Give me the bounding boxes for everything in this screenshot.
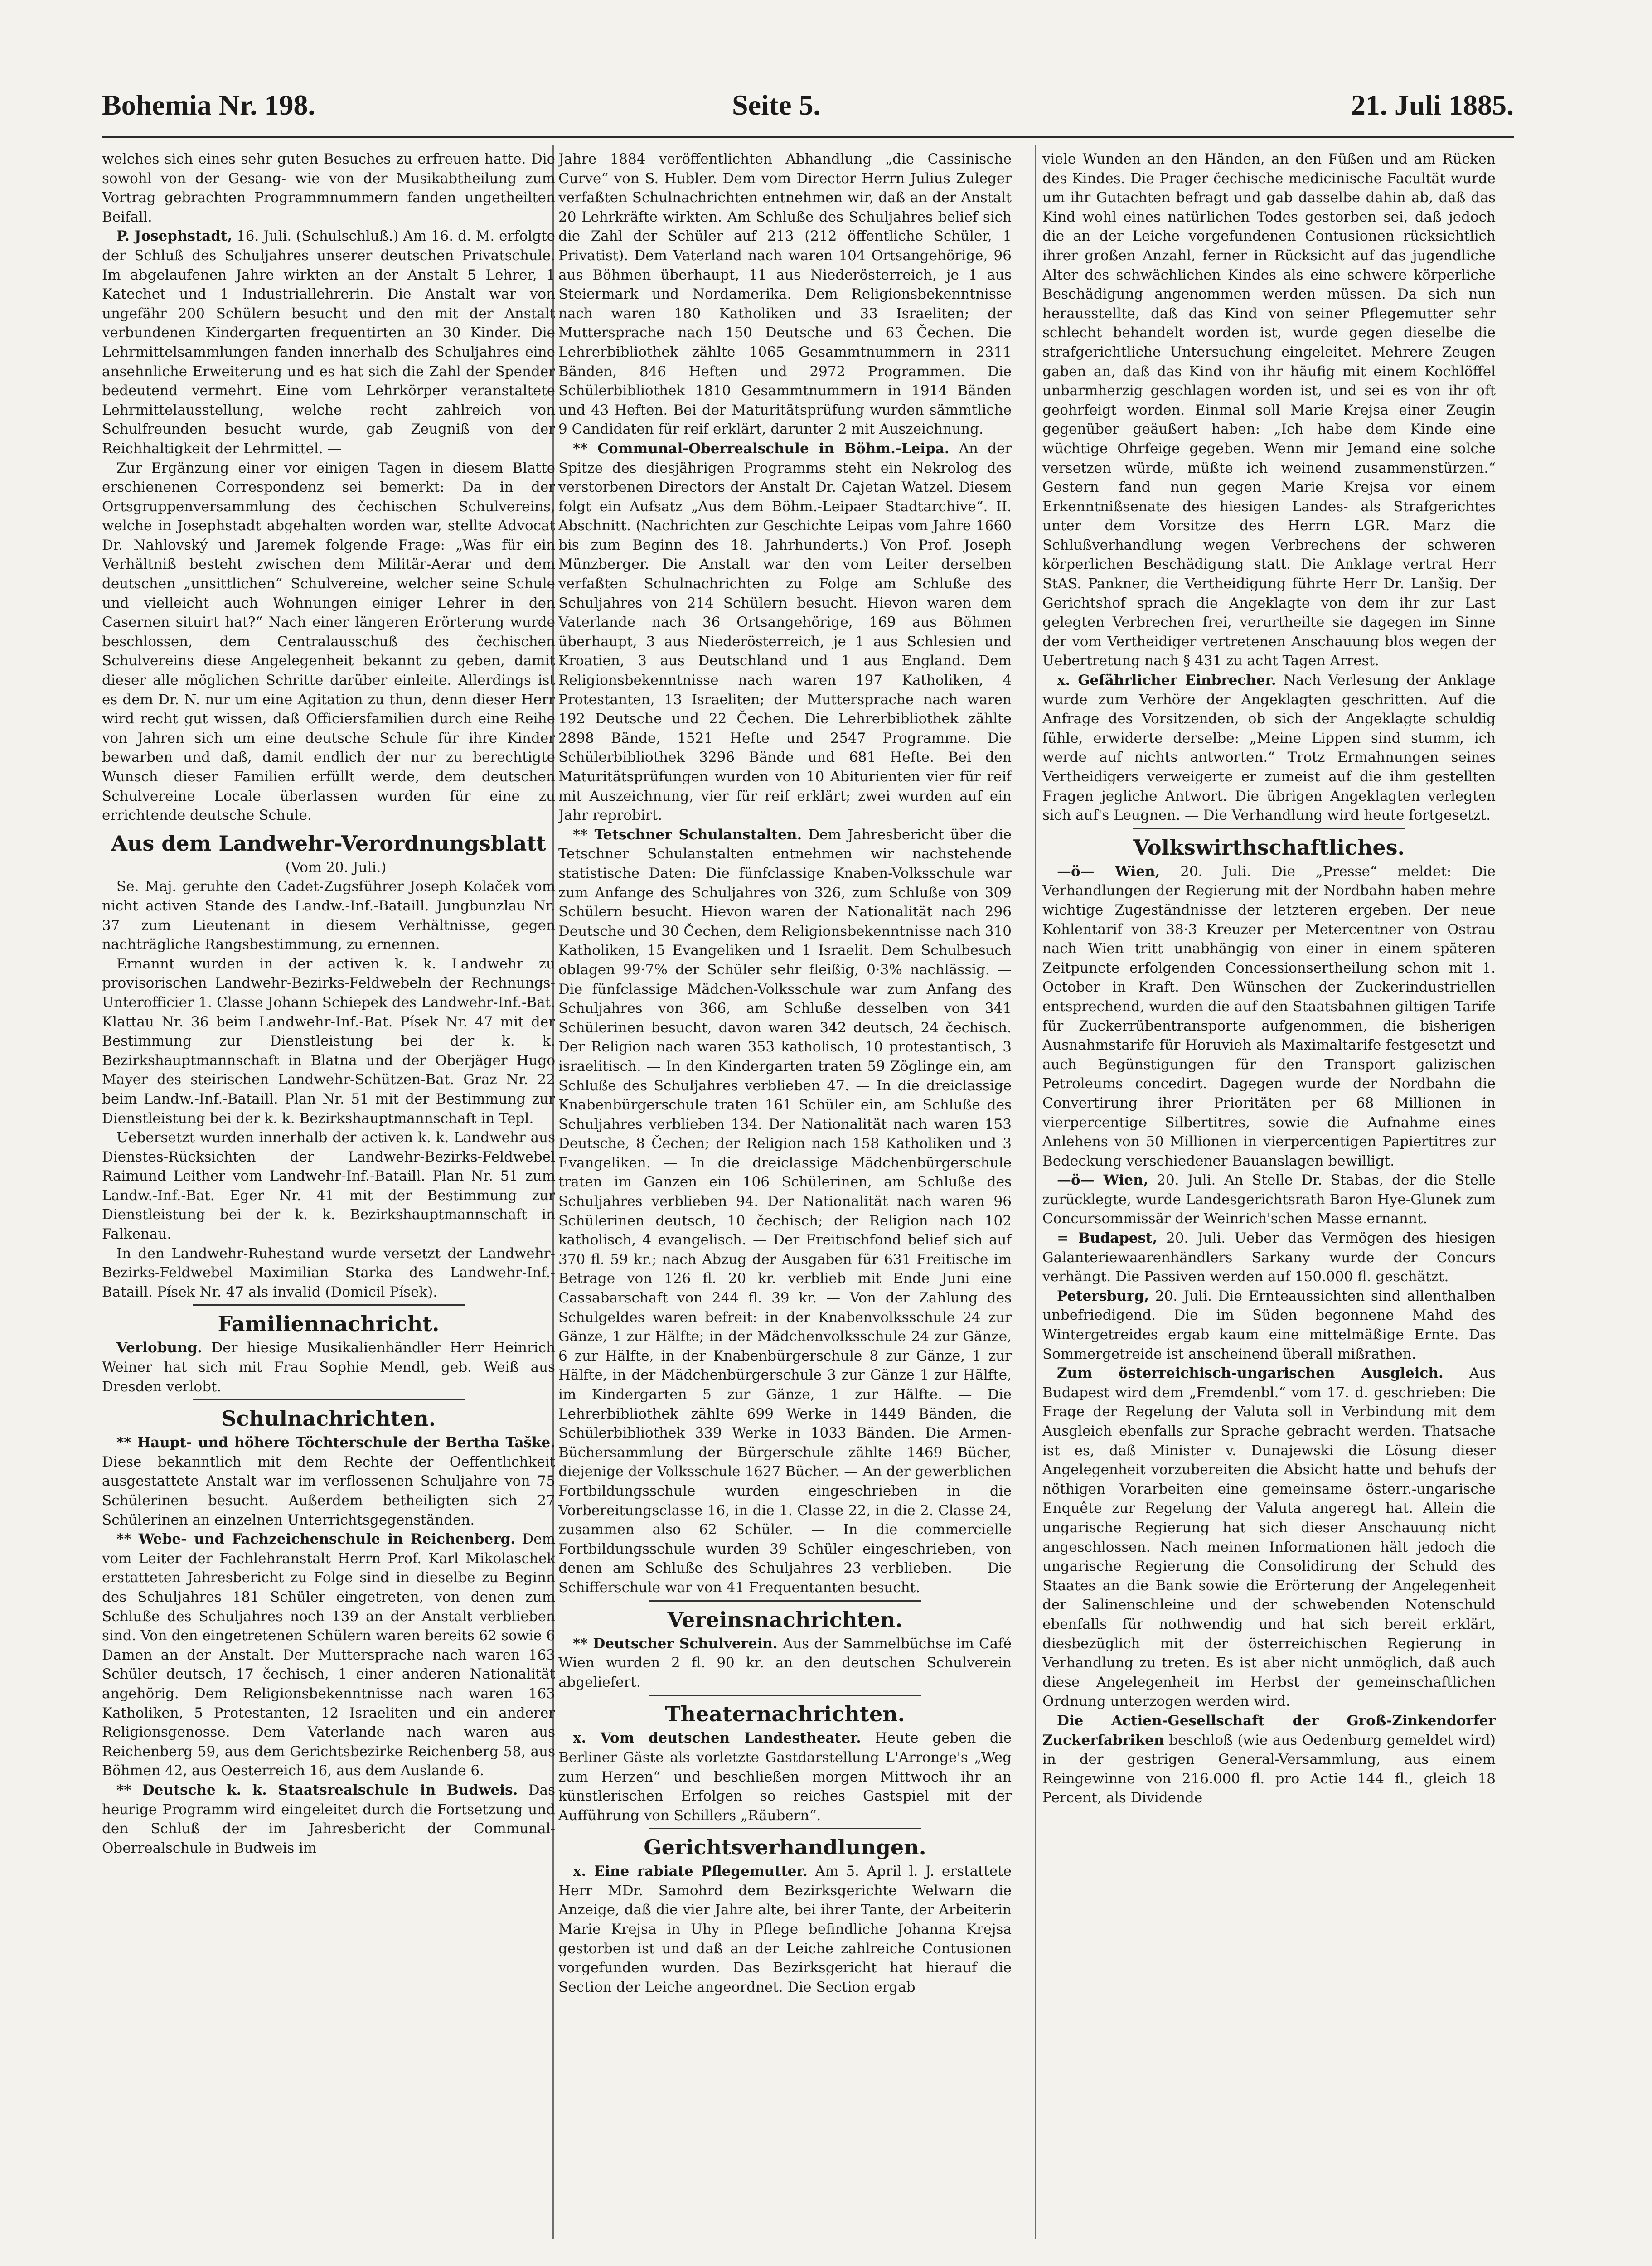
section-rule: [1133, 828, 1405, 829]
article-paragraph: [102, 1433, 555, 1530]
article-text: 20. Juli. An Stelle Dr. Stabas, der die Stelle zurücklegte, wurde Landesgerichtsrath Baron Hye-Glunek zum Concursommissär der Weinrich'schen Masse ernannt.: [1042, 1172, 1496, 1227]
column-3: [1042, 150, 1496, 2243]
section-heading: Volkswirthschaftliches.: [1133, 835, 1405, 860]
article-paragraph: [102, 1781, 555, 1858]
section-rule: [649, 1600, 921, 1602]
article-paragraph: [558, 1862, 1012, 1997]
article-lead: x. Eine rabiate Pflegemutter.: [573, 1863, 808, 1880]
header-rule: [102, 136, 1514, 138]
column-1: [102, 150, 555, 2243]
article-paragraph: [558, 439, 1012, 825]
section-rule: [193, 1304, 465, 1306]
article-text: Dem Jahresbericht über die Tetschner Schulanstalten entnehmen wir nachstehende statistische Daten: Die fünfclassige Knaben-Volksschule war zum Anfange des Schuljahres von 326, zum Schluße von 309 Schülern besucht. Hievon waren der Nationalität nach 296 Deutsche und 30 Čechen, dem Religionsbekenntnisse nach 310 Katholiken, 15 Evangeliken und 1 Israelit. Dem Schulbesuch oblagen 99·7% der Schüler sehr fleißig, 0·3% nachlässig. — Die fünfclassige Mädchen-Volksschule war zum Anfang des Schuljahres von 366, am Schluße desselben von 341 Schülerinen besucht, davon waren 342 deutsch, 24 čechisch. Der Religion nach waren 353 katholisch, 10 protestantisch, 3 israelitisch. — In den Kindergarten traten 59 Zöglinge ein, am Schluße des Schuljahres verblieben 47. — In die dreiclassige Knabenbürgerschule traten 161 Schüler ein, am Schluße des Schuljahres verblieben 134. Der Nationalität nach waren 153 Deutsche, 8 Čechen; der Religion nach 158 Katholiken und 3 Evangeliken. — In die dreiclassige Mädchenbürgerschule traten im Ganzen ein 106 Schülerinen, am Schluße des Schuljahres verblieben 94. Der Nationalität nach waren 96 Schülerinen deutsch, 10 čechisch; der Religion nach 102 katholisch, 4 evangelisch. — Der Freitischfond belief sich auf 370 fl. 59 kr.; nach Abzug der Ausgaben für 631 Freitische im Betrage von 126 fl. 20 kr. verblieb mit Ende Juni eine Cassabarschaft von 244 fl. 39 kr. — Von der Zahlung des Schulgeldes waren befreit: in der Knabenvolksschule 24 zur Gänze, 1 zur Hälfte; in der Mädchenvolksschule 24 zur Gänze, 6 zur Hälfte, in der Knabenbürgerschule 8 zur Gänze, 1 zur Hälfte, in der Mädchenbürgerschule 3 zur Gänze 1 zur Hälfte, im Kindergarten 5 zur Gänze, 1 zur Hälfte. — Die Lehrerbibliothek zählte 699 Werke in 1449 Bänden, die Schülerbibliothek 339 Werke in 1033 Bänden. Die Armen-Büchersammlung der Bürgerschule zählte 1469 Bücher, diejenige der Volksschule 1627 Bücher. — An der gewerblichen Fortbildungsschule wurden eingeschrieben in die Vorbereitungsclasse 16, in die 1. Classe 22, in die 2. Classe 24, zusammen also 62 Schüler. — In die commercielle Fortbildungsschule wurden 39 Schüler eingeschrieben, von denen am Schluße des Schuljahres 23 verblieben. — Die Schifferschule war von 41 Frequentanten besucht.: [558, 826, 1012, 1596]
article-lead: Petersburg,: [1057, 1288, 1149, 1304]
article-text: 16. Juli. (Schulschluß.) Am 16. d. M. erfolgte der Schluß des Schuljahres unserer deutschen Privatschule. Im abgelaufenen Jahre wirkten an der Anstalt 5 Lehrer, 1 Katechet und 1 Industriallehrerin. Die Anstalt war von ungefähr 200 Schülern besucht und den mit der Anstalt verbundenen Kindergarten frequentirten an 30 Kinder. Die Lehrmittelsammlungen fanden innerhalb des Schuljahres eine ansehnliche Erweiterung und es hat sich die Zahl der Spender bedeutend vermehrt. Eine vom Lehrkörper veranstaltete Lehrmittelausstellung, welche recht zahlreich von Schulfreunden besucht wurde, gab Zeugniß von der Reichhaltigkeit der Lehrmittel. —: [102, 228, 555, 457]
article-text: Nach Verlesung der Anklage wurde zum Verhöre der Angeklagten geschritten. Auf die Anfrage des Vorsitzenden, ob sich der Angeklagte schuldig fühle, erwiderte derselbe: „Meine Lippen sind stumm, ich werde auf nichts antworten.“ Trotz Ermahnungen seines Vertheidigers verweigerte er zumeist auf die ihm gestellten Fragen jegliche Antwort. Die übrigen Angeklagten verlegten sich auf's Leugnen. — Die Verhandlung wird heute fortgesetzt.: [1042, 672, 1496, 824]
article-text: 20. Juli. Die „Presse“ meldet: Die Verhandlungen der Regierung mit der Nordbahn haben mehre wichtige Zugeständnisse der letzteren ergeben. Der neue Kohlentarif von 38·3 Kreuzer per Metercentner von Ostrau nach Wien tritt unabhängig von einer in einem späteren Zeitpuncte erfolgenden Concessionsertheilung schon mit 1. October in Kraft. Den Wünschen der Zuckerindustriellen entsprechend, wurden die auf den Staatsbahnen giltigen Tarife für Zuckerrübentransporte aufgenommen, die bisherigen Ausnahmstarife für Horuvieh als Maximaltarife festgesetzt und auch Begünstigungen für den Transport galizischen Petroleums concedirt. Dagegen wurde der Nordbahn die Convertirung ihrer Prioritäten per 68 Millionen in vierpercentige Silbertitres, sowie die Aufnahme eines Anlehens von 50 Millionen in vierpercentigen Papiertitres zur Bedeckung verschiedener Bauanslagen bewilligt.: [1042, 863, 1496, 1169]
section-rule: [649, 1695, 921, 1696]
column-divider: [1035, 145, 1036, 2239]
article-text: Zur Ergänzung einer vor einigen Tagen in diesem Blatte erschienenen Correspondenz sei bemerkt: Da in der Ortsgruppenversammlung des čechischen Schulvereins, welche in Josephstadt abgehalten worden war, stellte Advocat Dr. Nahlovský und Jaremek folgende Frage: „Was für ein Verhältniß besteht zwischen dem Militär-Aerar und dem deutschen „unsittlichen“ Schulvereine, welcher seine Schule und vielleicht auch Wohnungen einiger Lehrer in den Casernen situirt hat?“ Nach einer längeren Erörterung wurde beschlossen, dem Centralausschuß des čechischen Schulvereins diese Angelegenheit bekannt zu geben, damit dieser alle möglichen Schritte darüber einleite. Allerdings ist es dem Dr. N. nur um eine Agitation zu thun, denn dieser Herr wird recht gut wissen, daß Officiersfamilien durch eine Reihe von Jahren sich um eine deutsche Schule für ihre Kinder bewarben und daß, damit endlich der nur zu berechtigte Wunsch dieser Familien erfüllt werde, dem deutschen Schulvereine Locale überlassen wurden für eine zu errichtende deutsche Schule.: [102, 460, 555, 824]
article-lead: ** Deutscher Schulverein.: [573, 1635, 778, 1652]
article-paragraph: [1042, 1364, 1496, 1711]
article-text: Das heurige Programm wird eingeleitet durch die Fortsetzung und den Schluß der im Jahresbericht der Communal-Oberrealschule in Budweis im: [102, 1782, 555, 1856]
article-text: Heute geben die Berliner Gäste als vorletzte Gastdarstellung L'Arronge's „Weg zum Herzen“ und beschließen morgen Mittwoch ihr an künstlerischen Erfolgen so reiches Gastspiel mit der Aufführung von Schillers „Räubern“.: [558, 1730, 1012, 1824]
article-text: Aus der Sammelbüchse im Café Wien wurden 2 fl. 90 kr. an den deutschen Schulverein abgeliefert.: [558, 1635, 1012, 1690]
article-lead: = Budapest,: [1057, 1230, 1158, 1247]
article-paragraph: [1042, 1711, 1496, 1808]
article-paragraph: [102, 1530, 555, 1781]
section-heading: Familiennachricht.: [218, 1312, 440, 1336]
article-paragraph: [558, 1634, 1012, 1692]
section-heading: Schulnachrichten.: [221, 1406, 436, 1431]
article-lead: Verlobung.: [116, 1340, 202, 1356]
section-heading: Gerichtsverhandlungen.: [644, 1835, 926, 1860]
article-lead: x. Gefährlicher Einbrecher.: [1057, 672, 1276, 689]
article-paragraph: [1042, 1229, 1496, 1287]
article-lead: x. Vom deutschen Landestheater.: [573, 1730, 861, 1747]
article-lead: —ö— Wien,: [1057, 863, 1160, 880]
article-text: 20. Juli. Ueber das Vermögen des hiesigen Galanteriewaarenhändlers Sarkany wurde der Concurs verhängt. Die Passiven werden auf 150.000 fl. geschätzt.: [1042, 1230, 1496, 1285]
article-lead: Die Actien-Gesellschaft der Groß-Zinkendorfer Zuckerfabriken: [1042, 1712, 1496, 1748]
article-paragraph: [102, 1338, 555, 1396]
article-paragraph: [1042, 1171, 1496, 1229]
article-lead: ** Communal-Oberrealschule in Böhm.-Leipa.: [573, 440, 950, 457]
section-heading: Theaternachrichten.: [665, 1702, 905, 1727]
article-text: Der hiesige Musikalienhändler Herr Heinrich Weiner hat sich mit Frau Sophie Mendl, geb. Weiß aus Dresden verlobt.: [102, 1340, 555, 1395]
article-lead: —ö— Wien,: [1057, 1172, 1148, 1189]
article-text: Diese bekanntlich mit dem Rechte der Oeffentlichkeit ausgestattete Anstalt war im verflossenen Schuljahre von 75 Schülerinen besucht. Außerdem betheiligten sich 27 Schülerinen an einzelnen Unterrichtsgegenständen.: [102, 1453, 555, 1528]
section-heading: Vereinsnachrichten.: [667, 1607, 903, 1632]
article-paragraph: [558, 1729, 1012, 1825]
article-lead: P. Josephstadt,: [116, 228, 233, 245]
article-lead: ** Haupt- und höhere Töchterschule der Bertha Taške.: [116, 1434, 555, 1451]
article-lead: Zum österreichisch-ungarischen Ausgleich.: [1057, 1365, 1444, 1382]
article-text: Aus Budapest wird dem „Fremdenbl.“ vom 17. d. geschrieben: Die Frage der Regelung der Valuta soll in Verbindung mit dem Ausgleich ebenfalls zur Sprache gebracht werden. Thatsache ist es, daß Minister v. Dunajewski die Lösung dieser Angelegenheit vorzubereiten die Absicht hatte und behufs der nöthigen Vorarbeiten eine gemeinsame österr.-ungarische Enquête zur Regelung der Valuta angeregt hat. Allein die ungarische Regierung hat sich dieser Anschauung nicht angeschlossen. Nach meinen Informationen hält jedoch die ungarische Regierung die Consolidirung der Schuld des Staates an die Bank sowie die Erörterung der Angelegenheit der Salinenschleine und der schwebenden Notenschuld ebenfalls für nothwendig und hat sich bereit erklärt, diesbezüglich mit der österreichischen Regierung in Verhandlung zu treten. Es ist aber nicht unmöglich, daß auch diese Angelegenheit im Herbst der gemeinschaftlichen Ordnung unterzogen werden wird.: [1042, 1365, 1496, 1710]
article-text: Se. Maj. geruhte den Cadet-Zugsführer Joseph Kolaček vom nicht activen Stande des Landw.-Inf.-Bataill. Jungbunzlau Nr. 37 zum Lieutenant in diesem Verhältnisse, gegen nachträgliche Rangsbestimmung, zu ernennen.: [102, 878, 555, 953]
article-text: Ernannt wurden in der activen k. k. Landwehr zu provisorischen Landwehr-Bezirks-Feldwebeln der Rechnungs-Unterofficier 1. Classe Johann Schiepek des Landwehr-Inf.-Bat. Klattau Nr. 36 beim Landwehr-Inf.-Bat. Písek Nr. 47 mit der Bestimmung zur Dienstleistung bei der k. k. Bezirkshauptmannschaft in Blatna und der Oberjäger Hugo Mayer des steirischen Landwehr-Schützen-Bat. Graz Nr. 22 beim Landw.-Inf.-Bataill. Plan Nr. 51 mit der Bestimmung zur Dienstleistung bei der k. k. Bezirkshauptmannschaft in Tepl.: [102, 955, 555, 1127]
page-number: Seite 5.: [732, 89, 821, 121]
article-text: Uebersetzt wurden innerhalb der activen k. k. Landwehr aus Dienstes-Rücksichten der Landwehr-Bezirks-Feldwebel Raimund Leither vom Landwehr-Inf.-Bataill. Plan Nr. 51 zum Landw.-Inf.-Bat. Eger Nr. 41 mit der Bestimmung zur Dienstleistung bei der k. k. Bezirkshauptmannschaft in Falkenau.: [102, 1129, 555, 1243]
article-text: An der Spitze des diesjährigen Programms steht ein Nekrolog des verstorbenen Directors der Anstalt Dr. Cajetan Watzel. Diesem folgt ein Aufsatz „Aus dem Böhm.-Leipaer Stadtarchive“. II. Abschnitt. (Nachrichten zur Geschichte Leipas vom Jahre 1660 bis zum Beginn des 18. Jahrhunderts.) Von Prof. Joseph Münzberger. Die Anstalt war den vom Leiter derselben verfaßten Schulnachrichten zu Folge am Schluße des Schuljahres von 214 Schülern besucht. Hievon waren dem Vaterlande nach 36 Ortsangehörige, 169 aus Böhmen überhaupt, 3 aus Niederösterreich, je 1 aus Schlesien und Kroatien, 3 aus Deutschland und 1 aus England. Dem Religionsbekenntnisse nach waren 197 Katholiken, 4 Protestanten, 13 Israeliten; der Muttersprache nach waren 192 Deutsche und 22 Čechen. Die Lehrerbibliothek zählte 2898 Bände, 1521 Hefte und 2547 Programme. Die Schülerbibliothek 3296 Bände und 681 Hefte. Bei den Maturitätsprüfungen wurden von 10 Abiturienten vier für reif mit Auszeichnung, vier für reif erklärt; zwei wurden auf ein Jahr reprobirt.: [558, 440, 1012, 824]
section-rule: [193, 1399, 465, 1400]
section-rule: [649, 1828, 921, 1829]
article-text: In den Landwehr-Ruhestand wurde versetzt der Landwehr-Bezirks-Feldwebel Maximilian Starka des Landwehr-Inf.-Bataill. Písek Nr. 47 als invalid (Domicil Písek).: [102, 1245, 555, 1300]
publication-issue: Bohemia Nr. 198.: [102, 89, 315, 121]
article-lead: ** Deutsche k. k. Staatsrealschule in Budweis.: [116, 1782, 518, 1798]
article-paragraph: [1042, 1287, 1496, 1364]
article-lead: ** Webe- und Fachzeichenschule in Reichenberg.: [116, 1531, 515, 1548]
page-header: [102, 88, 1514, 129]
article-paragraph: [558, 825, 1012, 1598]
article-text: Am 5. April l. J. erstattete Herr MDr. Samohrd dem Bezirksgerichte Welwarn die Anzeige, daß die vier Jahre alte, bei ihrer Tante, der Arbeiterin Marie Krejsa in Uhy in Pflege befindliche Johanna Krejsa gestorben ist und daß an der Leiche zahlreiche Contusionen vorgefunden wurden. Das Bezirksgericht hat hierauf die Section der Leiche angeordnet. Die Section ergab: [558, 1863, 1012, 1995]
article-paragraph: [102, 227, 555, 458]
issue-date: 21. Juli 1885.: [1351, 89, 1514, 121]
article-text: Jahre 1884 veröffentlichten Abhandlung „die Cassinische Curve“ von S. Hubler. Dem vom Director Herrn Julius Zuleger verfaßten Schulnachrichten entnehmen wir, daß an der Anstalt 20 Lehrkräfte wirkten. Am Schluße des Schuljahres belief sich die Zahl der Schüler auf 213 (212 öffentliche Schüler, 1 Privatist). Dem Vaterland nach waren 104 Ortsangehörige, 96 aus Böhmen überhaupt, 11 aus Niederösterreich, je 1 aus Steiermark und Nordamerika. Dem Religionsbekenntnisse nach waren 180 Katholiken und 33 Israeliten; der Muttersprache nach 150 Deutsche und 63 Čechen. Die Lehrerbibliothek zählte 1065 Gesammtnummern in 2311 Bänden, 846 Heften und 2972 Programmen. Die Schülerbibliothek 1810 Gesammtnummern in 1914 Bänden und 43 Heften. Bei der Maturitätsprüfung wurden sämmtliche 9 Candidaten für reif erklärt, darunter 2 mit Auszeichnung.: [558, 151, 1012, 438]
article-text: welches sich eines sehr guten Besuches zu erfreuen hatte. Die sowohl von der Gesang- wie von der Musikabtheilung zum Vortrag gebrachten Programmnummern fanden ungetheilten Beifall.: [102, 151, 555, 225]
section-heading: Aus dem Landwehr-Verordnungsblatt: [111, 831, 546, 856]
section-subheading: (Vom 20. Juli.): [285, 859, 387, 876]
article-text: beschloß (wie aus Oedenburg gemeldet wird) in der gestrigen General-Versammlung, aus einem Reingewinne von 216.000 fl. pro Actie 144 fl., gleich 18 Percent, als Dividende: [1042, 1732, 1496, 1806]
article-text: Dem vom Leiter der Fachlehranstalt Herrn Prof. Karl Mikolaschek erstatteten Jahresbericht zu Folge sind in dieselbe zu Beginn des Schuljahres 181 Schüler eingetreten, von denen zum Schluße des Schuljahres noch 139 an der Anstalt verblieben sind. Von den eingetretenen Schülern waren bereits 62 sowie 6 Damen an der Anstalt. Der Muttersprache nach waren 163 Schüler deutsch, 17 čechisch, 1 einer anderen Nationalität angehörig. Dem Religionsbekenntnisse nach waren 163 Katholiken, 5 Protestanten, 12 Israeliten und ein anderer Religionsgenosse. Dem Vaterlande nach waren aus Reichenberg 59, aus dem Gerichtsbezirke Reichenberg 58, aus Böhmen 42, aus Oesterreich 16, aus dem Auslande 6.: [102, 1531, 555, 1779]
article-paragraph: [1042, 862, 1496, 1171]
column-2: [558, 150, 1012, 2243]
article-paragraph: [1042, 671, 1496, 825]
article-lead: ** Tetschner Schulanstalten.: [573, 826, 802, 843]
article-text: viele Wunden an den Händen, an den Füßen und am Rücken des Kindes. Die Prager čechische medicinische Facultät wurde um ihr Gutachten befragt und gab dasselbe dahin ab, daß das Kind wohl eines natürlichen Todes gestorben sei, daß jedoch die an der Leiche vorgefundenen Contusionen rücksichtlich ihrer großen Anzahl, ferner in Rücksicht auf das jugendliche Alter des schwächlichen Kindes als eine schwere körperliche Beschädigung angenommen werden müssen. Da sich nun herausstellte, daß das Kind von seiner Pflegemutter sehr schlecht behandelt worden ist, wurde gegen dieselbe die strafgerichtliche Untersuchung eingeleitet. Mehrere Zeugen gaben an, daß das Kind von ihr häufig mit einem Kochlöffel unbarmherzig geschlagen worden ist, und sei es von ihr oft geohrfeigt worden. Einmal soll Marie Krejsa einer Zeugin gegenüber geäußert haben: „Ich habe dem Kinde eine wüchtige Ohrfeige gegeben. Wenn mir Jemand eine solche versetzen würde, müßte ich weinend zusammenstürzen.“ Gestern fand nun gegen Marie Krejsa vor einem Erkenntnißsenate des hiesigen Landes- als Strafgerichtes unter dem Vorsitze des Herrn LGR. Marz die Schlußverhandlung wegen Verbrechens der schweren körperlichen Beschädigung statt. Die Anklage vertrat Herr StAS. Pankner, die Vertheidigung führte Herr Dr. Lanšig. Der Gerichtshof sprach die Angeklagte von dem ihr zur Last gelegten Verbrechen frei, verurtheilte sie dagegen im Sinne der vom Vertheidiger vertretenen Anschauung blos wegen der Uebertretung nach § 431 zu acht Tagen Arrest.: [1042, 151, 1496, 669]
article-text: 20. Juli. Die Ernteaussichten sind allenthalben unbefriedigend. Die im Süden begonnene Mahd des Wintergetreides ergab kaum eine mittelmäßige Ernte. Das Sommergetreide ist anscheinend überall mißrathen.: [1042, 1288, 1496, 1362]
